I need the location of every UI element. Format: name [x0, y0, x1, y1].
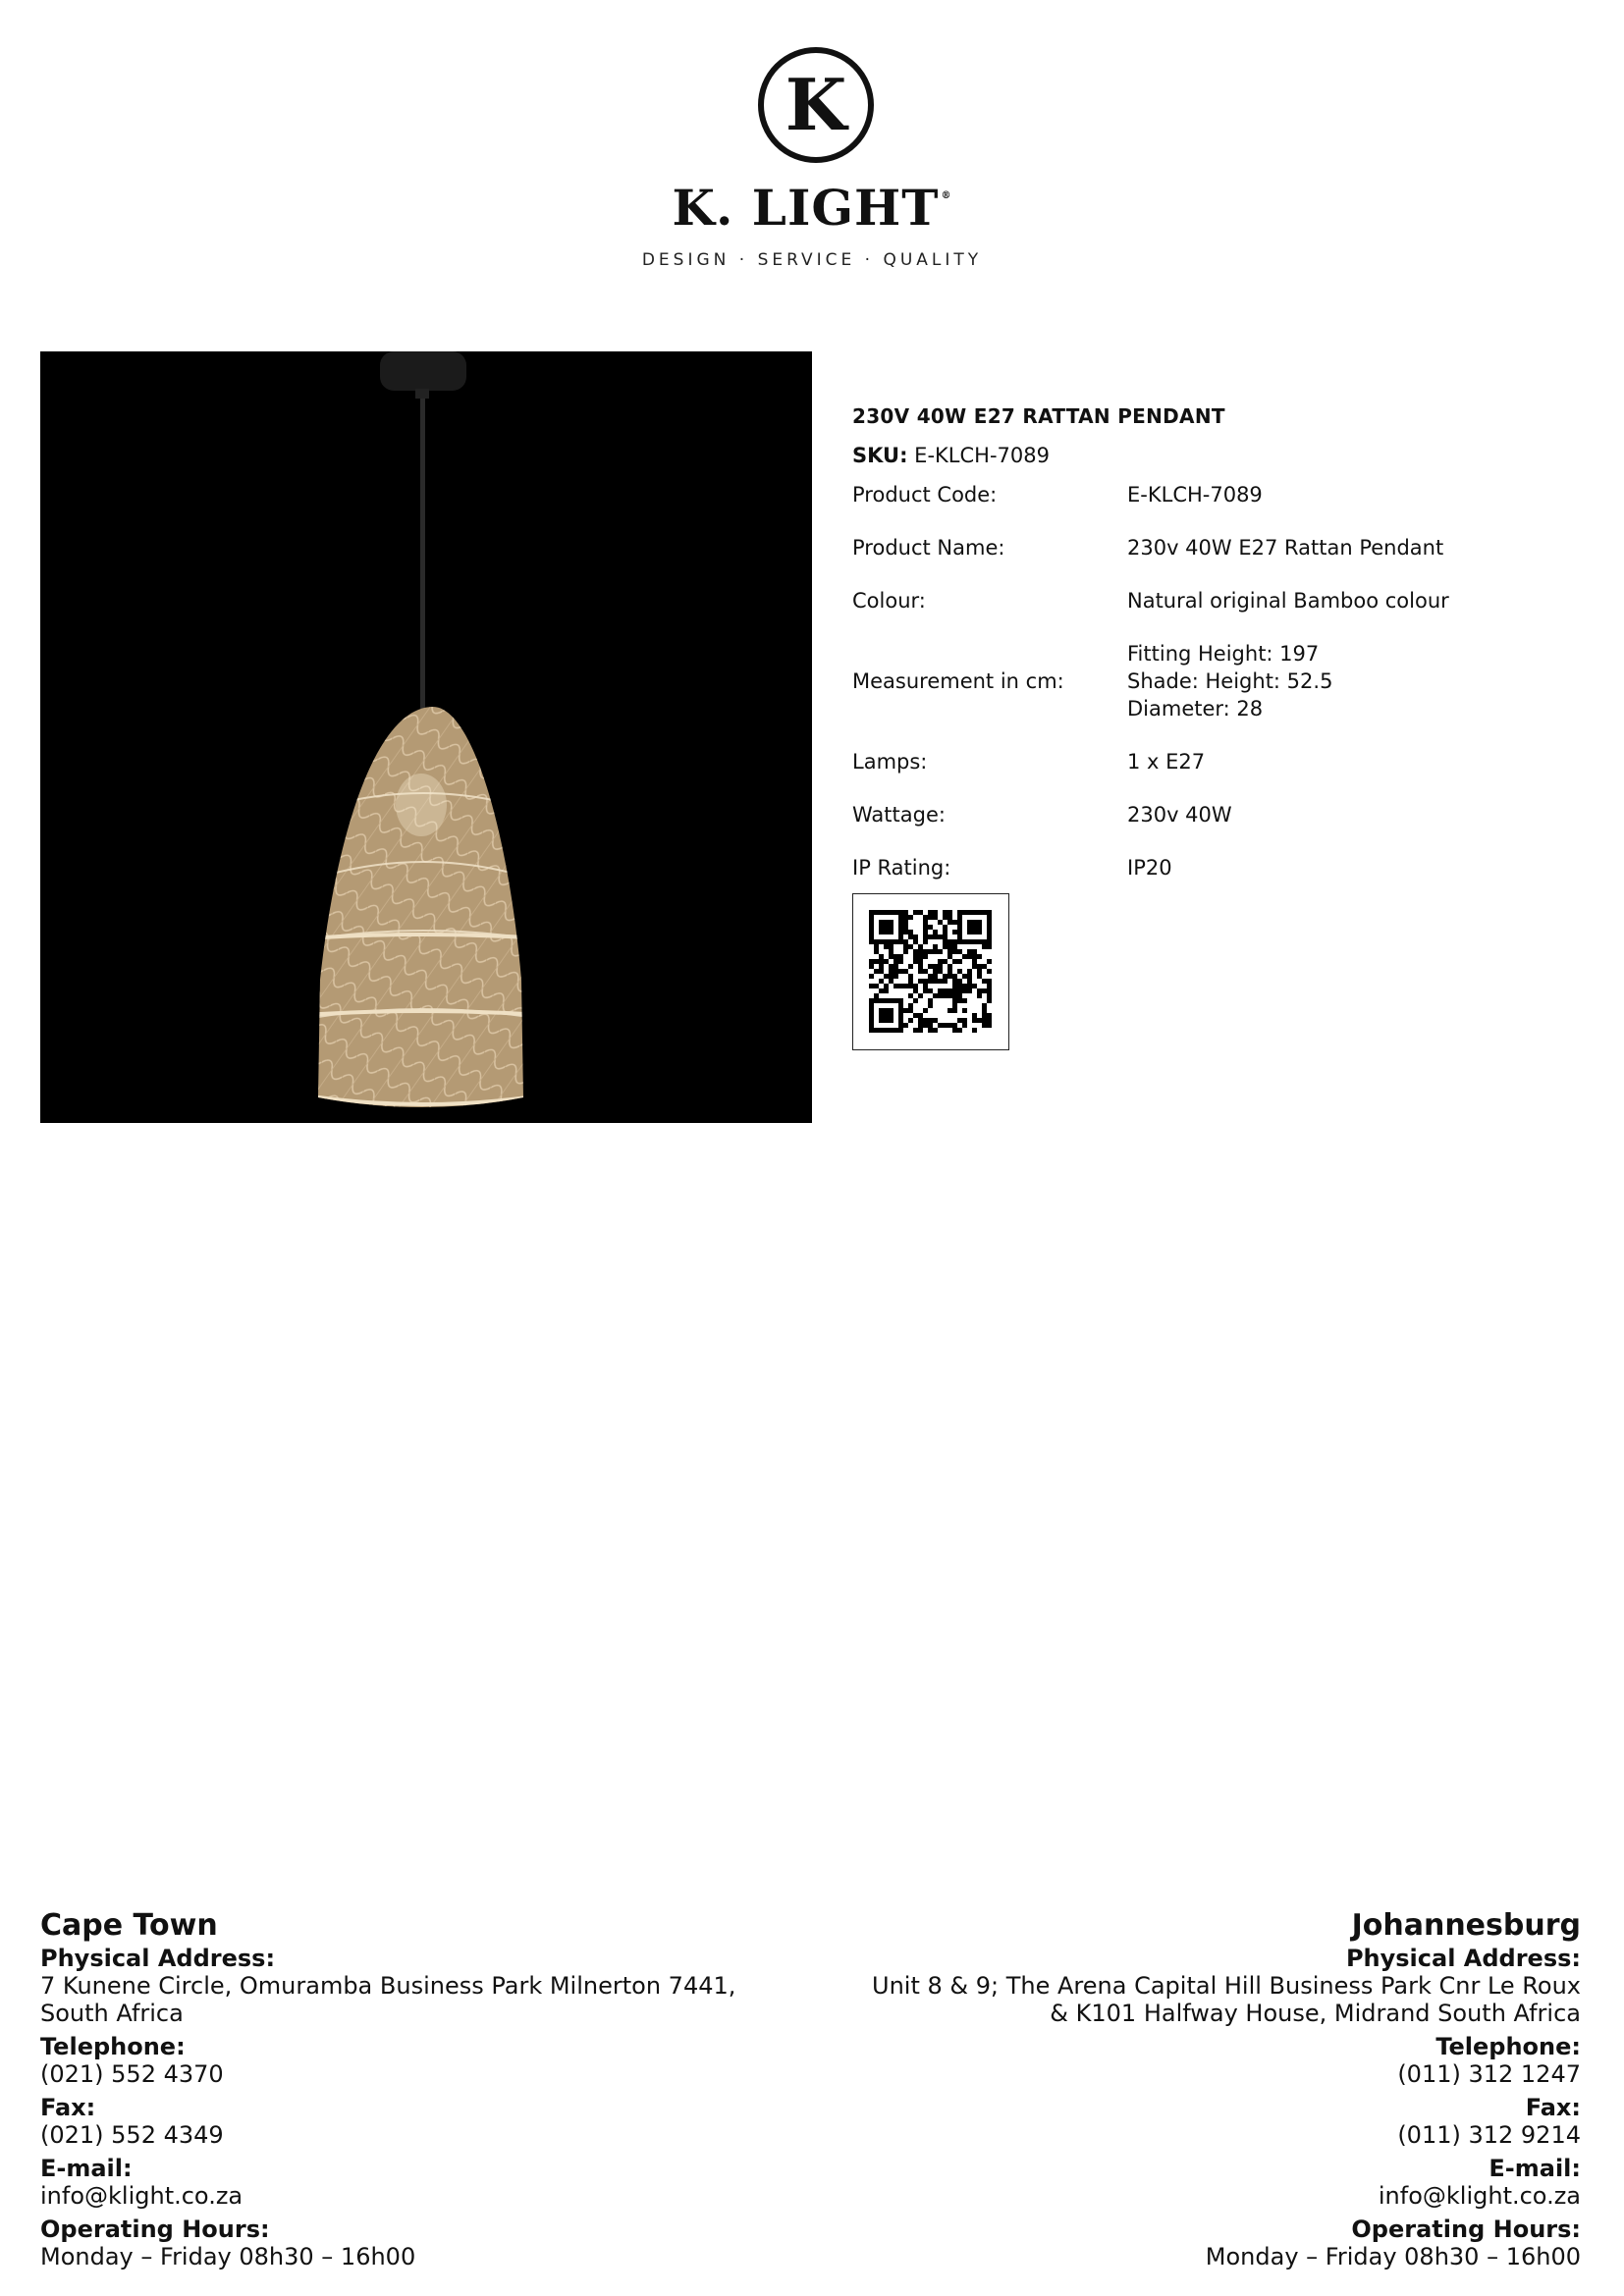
hours-block — [815, 2216, 1581, 2270]
spec-table — [852, 481, 1449, 907]
email-block — [815, 2155, 1581, 2210]
address-block — [40, 1945, 806, 2027]
fax-block — [40, 2094, 806, 2149]
fax-block — [815, 2094, 1581, 2149]
k-logo-icon — [756, 45, 876, 165]
spec-row — [852, 748, 1449, 801]
telephone-block — [815, 2033, 1581, 2088]
city-name: Johannesburg — [1351, 1908, 1581, 1943]
telephone-value: (011) 312 1247 — [1397, 2060, 1581, 2088]
fax-label: Fax: — [1525, 2094, 1581, 2121]
address-line: Unit 8 & 9; The Arena Capital Hill Business Park Cnr Le Roux — [872, 1972, 1581, 2000]
rattan-pendant-illustration — [40, 351, 812, 1123]
hours-label: Operating Hours: — [40, 2216, 270, 2243]
spec-label: Colour: — [852, 589, 926, 613]
telephone-value: (021) 552 4370 — [40, 2060, 224, 2088]
spec-value — [1127, 640, 1449, 748]
email-block — [40, 2155, 806, 2210]
brand-text: K. LIGHT — [672, 179, 940, 237]
email-label: E-mail: — [40, 2155, 133, 2182]
hours-value: Monday – Friday 08h30 – 16h00 — [40, 2243, 416, 2270]
fax-value: (011) 312 9214 — [1397, 2121, 1581, 2149]
email-label: E-mail: — [1489, 2155, 1581, 2182]
spec-value: 1 x E27 — [1127, 750, 1206, 774]
address-label: Physical Address: — [40, 1945, 276, 1972]
hours-label: Operating Hours: — [1351, 2216, 1581, 2243]
fax-label: Fax: — [40, 2094, 96, 2121]
spec-label: Product Code: — [852, 483, 998, 507]
qr-code — [852, 893, 1009, 1050]
spec-value: 230v 40W — [1127, 803, 1232, 827]
email-value: info@klight.co.za — [1378, 2182, 1581, 2210]
city-name: Cape Town — [40, 1908, 218, 1943]
product-image — [40, 351, 812, 1123]
spec-row — [852, 481, 1449, 534]
telephone-label: Telephone: — [40, 2033, 186, 2060]
registered-mark: ® — [941, 190, 952, 201]
telephone-label: Telephone: — [1435, 2033, 1581, 2060]
measurement-fitting-height: Fitting Height: 197 — [1127, 642, 1320, 666]
spec-row — [852, 640, 1449, 748]
telephone-block — [40, 2033, 806, 2088]
qr-code-icon — [853, 894, 1008, 1049]
fax-value: (021) 552 4349 — [40, 2121, 224, 2149]
footer-johannesburg — [815, 1909, 1581, 2276]
spec-value: E-KLCH-7089 — [1127, 483, 1263, 507]
spec-value: IP20 — [1127, 856, 1172, 880]
logo-letter: K — [785, 63, 847, 146]
spec-row — [852, 801, 1449, 854]
spec-value: Natural original Bamboo colour — [1127, 589, 1449, 613]
measurement-diameter: Diameter: 28 — [1127, 697, 1264, 721]
spec-label: Measurement in cm: — [852, 669, 1064, 693]
hours-block — [40, 2216, 806, 2270]
spec-row — [852, 534, 1449, 587]
address-label: Physical Address: — [1345, 1945, 1581, 1972]
spec-label: Wattage: — [852, 803, 946, 827]
spec-label: Lamps: — [852, 750, 928, 774]
footer-cape-town — [40, 1909, 806, 2276]
sku-label: SKU: — [852, 444, 908, 467]
address-line: 7 Kunene Circle, Omuramba Business Park Milnerton 7441, — [40, 1972, 736, 2000]
sku-value: E-KLCH-7089 — [914, 444, 1050, 467]
product-title: 230V 40W E27 RATTAN PENDANT — [852, 404, 1225, 428]
address-line: South Africa — [40, 2000, 184, 2027]
spec-label: Product Name: — [852, 536, 1005, 560]
product-info — [852, 404, 1598, 907]
sku-line — [852, 444, 1598, 467]
tagline: DESIGN · SERVICE · QUALITY — [641, 250, 983, 270]
spec-label: IP Rating: — [852, 856, 951, 880]
hours-value: Monday – Friday 08h30 – 16h00 — [1205, 2243, 1581, 2270]
spec-value: 230v 40W E27 Rattan Pendant — [1127, 536, 1444, 560]
email-value: info@klight.co.za — [40, 2182, 244, 2210]
address-line: & K101 Halfway House, Midrand South Africa — [1050, 2000, 1581, 2027]
spec-row — [852, 587, 1449, 640]
brand-name — [0, 179, 1624, 237]
address-block — [815, 1945, 1581, 2027]
measurement-shade-height: Shade: Height: 52.5 — [1127, 669, 1333, 693]
